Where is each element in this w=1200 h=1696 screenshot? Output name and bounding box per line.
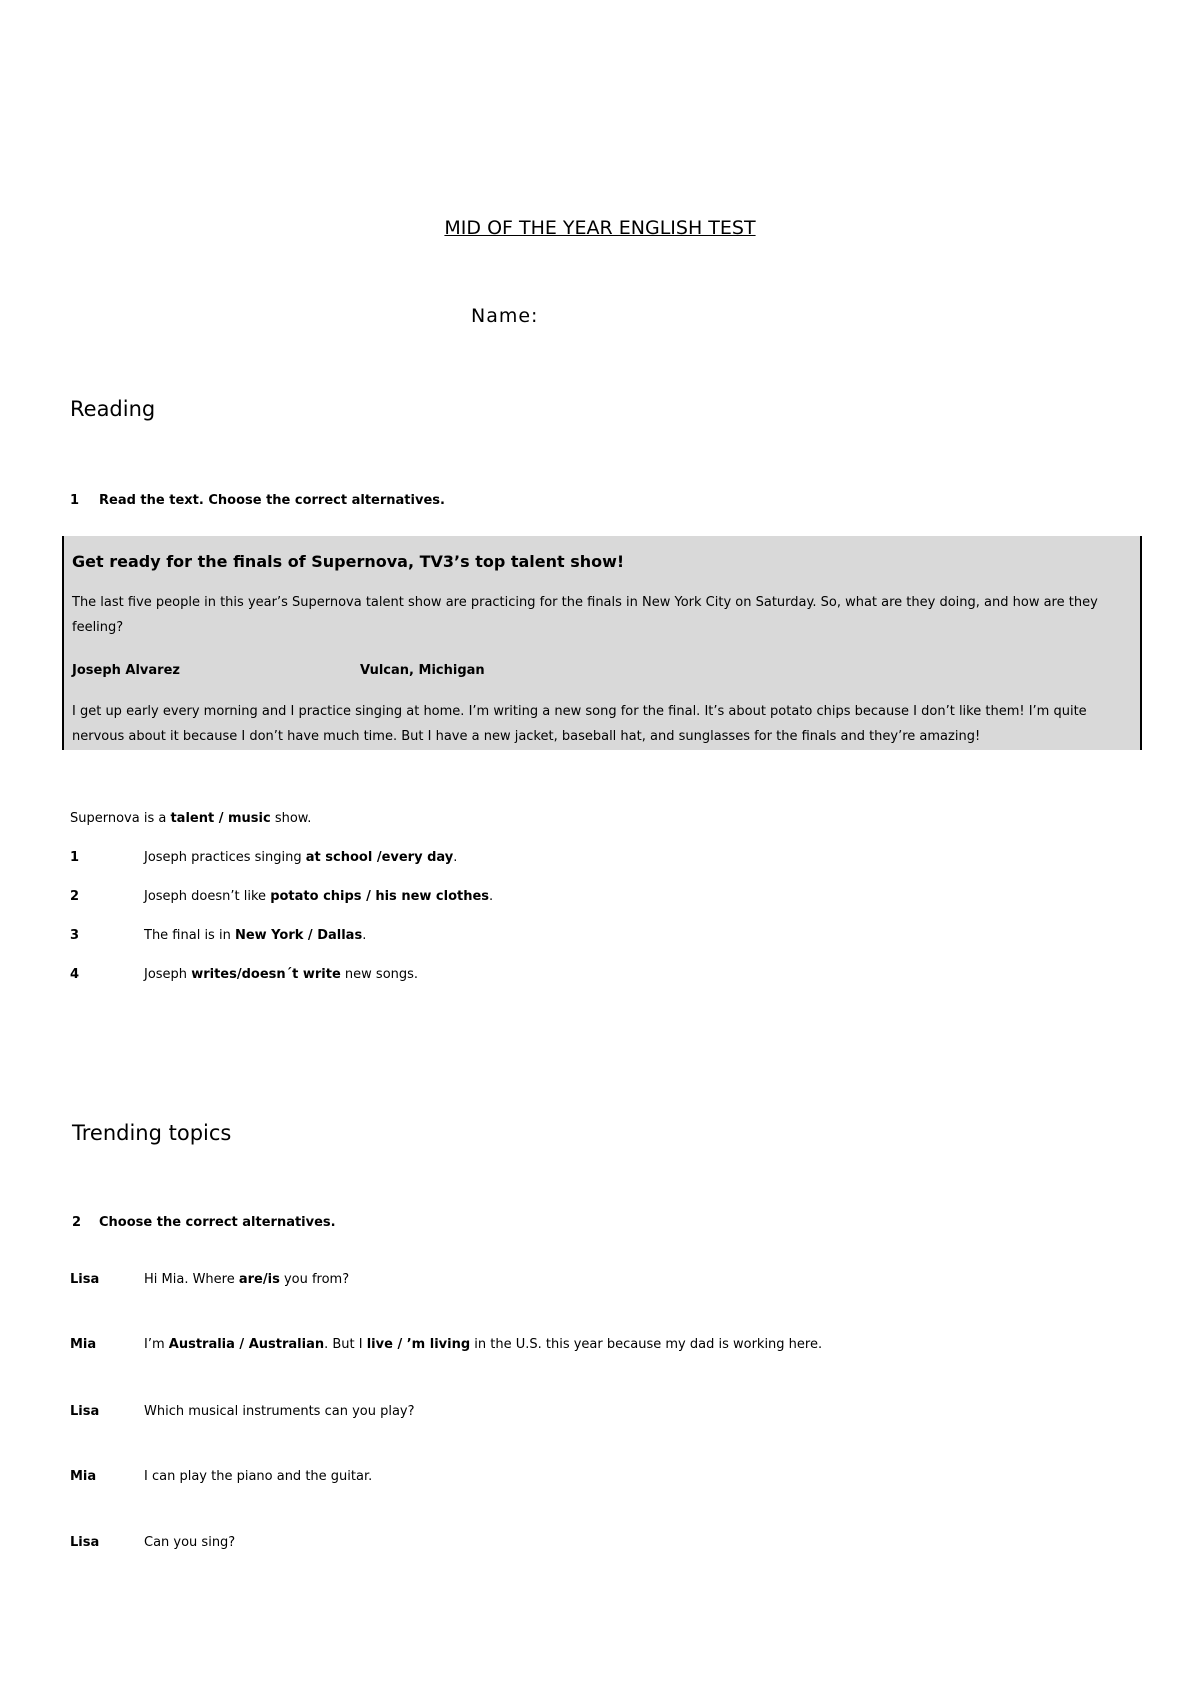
dialogue-speaker: Lisa [70, 1404, 100, 1419]
question-choice[interactable]: at school /every day [305, 850, 454, 865]
trending-heading: Trending topics [72, 1121, 232, 1145]
article-heading: Get ready for the finals of Supernova, TV3’s top talent show! [72, 552, 625, 571]
question-number: 4 [70, 967, 80, 982]
dialogue-text-before: Hi Mia. Where [144, 1272, 239, 1287]
page-title: MID OF THE YEAR ENGLISH TEST [444, 217, 756, 239]
dialogue-choice[interactable]: live / ’m living [366, 1337, 471, 1352]
dialogue-line-1 [144, 1272, 349, 1287]
dialogue-speaker: Mia [70, 1469, 97, 1484]
question-text-after: . [489, 889, 494, 904]
person-location: Vulcan, Michigan [360, 663, 485, 678]
reading-heading: Reading [70, 397, 156, 421]
dialogue-choice[interactable]: are/is [238, 1272, 280, 1287]
article-intro: The last five people in this year’s Supernova talent show are practicing for the finals in New York City on Saturday. So, what are they doing, and how are they feeling? [72, 595, 1098, 635]
instruction-1: Read the text. Choose the correct alternatives. [99, 493, 445, 508]
instruction-number-1: 1 [70, 493, 80, 508]
dialogue-line-3: Which musical instruments can you play? [144, 1404, 415, 1419]
example-question [70, 811, 311, 826]
dialogue-text-after: you from? [279, 1272, 350, 1287]
dialogue-speaker: Lisa [70, 1535, 100, 1550]
dialogue-line-2 [144, 1337, 822, 1352]
question-number: 2 [70, 889, 80, 904]
question-number: 3 [70, 928, 80, 943]
question-text-after: new songs. [340, 967, 419, 982]
question-choice[interactable]: writes/doesn´t write [191, 967, 341, 982]
question-4 [144, 967, 418, 982]
dialogue-text-before: I’m [144, 1337, 169, 1352]
reading-text-box [62, 536, 1142, 750]
article-body: I get up early every morning and I practice singing at home. I’m writing a new song for the final. It’s about potato chips because I don’t like them! I’m quite nervous about it because I don’t have much time. But I have a new jacket, baseball hat, and sunglasses for the finals and they’re amazing! [72, 704, 1087, 744]
dialogue-text-after: . But I [324, 1337, 367, 1352]
dialogue-choice[interactable]: Australia / Australian [168, 1337, 325, 1352]
dialogue-text-end: in the U.S. this year because my dad is working here. [470, 1337, 823, 1352]
question-text-before: Joseph [144, 967, 192, 982]
question-number: 1 [70, 850, 80, 865]
name-label: Name: [471, 305, 539, 327]
question-choice[interactable]: New York / Dallas [234, 928, 363, 943]
example-text-before: Supernova is a [70, 811, 171, 826]
person-name: Joseph Alvarez [72, 663, 180, 678]
question-2 [144, 889, 493, 904]
example-choice[interactable]: talent / music [170, 811, 271, 826]
question-3 [144, 928, 366, 943]
question-1 [144, 850, 457, 865]
dialogue-speaker: Mia [70, 1337, 97, 1352]
dialogue-line-5: Can you sing? [144, 1535, 236, 1550]
question-choice[interactable]: potato chips / his new clothes [270, 889, 490, 904]
question-text-before: Joseph practices singing [144, 850, 306, 865]
dialogue-line-4: I can play the piano and the guitar. [144, 1469, 373, 1484]
question-text-after: . [362, 928, 367, 943]
example-text-after: show. [270, 811, 312, 826]
instruction-2: Choose the correct alternatives. [99, 1215, 336, 1230]
question-text-before: Joseph doesn’t like [144, 889, 271, 904]
question-text-before: The final is in [144, 928, 235, 943]
question-text-after: . [453, 850, 458, 865]
instruction-number-2: 2 [72, 1215, 82, 1230]
dialogue-speaker: Lisa [70, 1272, 100, 1287]
